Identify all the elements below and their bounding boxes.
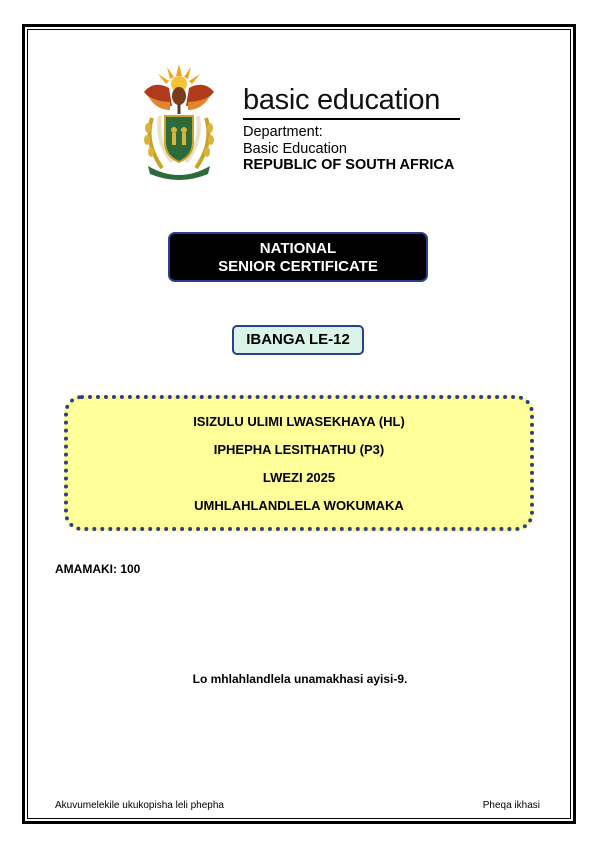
south-africa-coat-of-arms-icon bbox=[134, 62, 224, 184]
grade-badge: IBANGA LE-12 bbox=[232, 325, 364, 355]
exam-date: LWEZI 2025 bbox=[262, 470, 336, 485]
brand-title: basic education bbox=[243, 84, 441, 116]
department-label: Department: bbox=[243, 124, 323, 140]
paper-number: IPHEPHA LESITHATHU (P3) bbox=[213, 442, 385, 457]
page-count-note: Lo mhlahlandlela unamakhasi ayisi-9. bbox=[192, 672, 408, 686]
brand-underline bbox=[243, 118, 460, 120]
copyright-notice: Akuvumelekile ukukopisha leli phepha bbox=[55, 800, 224, 811]
subject-panel bbox=[64, 395, 534, 531]
certificate-line-2: SENIOR CERTIFICATE bbox=[218, 258, 378, 275]
country-name: REPUBLIC OF SOUTH AFRICA bbox=[243, 157, 455, 173]
department-name: Basic Education bbox=[243, 141, 347, 157]
turn-page-note: Pheqa ikhasi bbox=[482, 800, 540, 811]
total-marks: AMAMAKI: 100 bbox=[55, 562, 141, 576]
certificate-banner bbox=[168, 232, 428, 282]
subject-name: ISIZULU ULIMI LWASEKHAYA (HL) bbox=[193, 414, 405, 429]
document-type: UMHLAHLANDLELA WOKUMAKA bbox=[194, 498, 404, 513]
certificate-line-1: NATIONAL bbox=[259, 240, 337, 257]
